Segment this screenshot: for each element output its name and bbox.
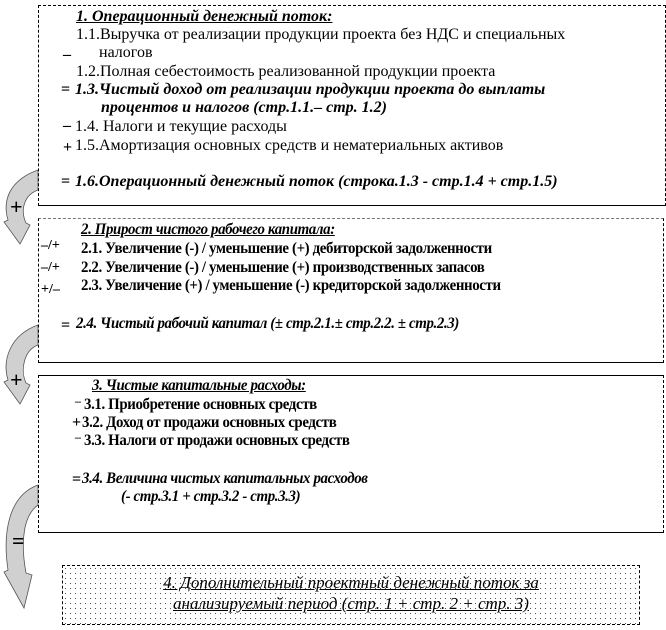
additional-cash-flow-box (62, 565, 640, 625)
working-capital-box (38, 218, 664, 363)
sign-equals: = (61, 81, 71, 98)
sign-minus-plus: –/+ (41, 260, 60, 275)
sign-equals: = (61, 317, 71, 334)
sign-plus: + (72, 414, 82, 431)
item-3-1: 3.1. Приобретение основных средств (84, 396, 317, 413)
sign-equals: = (61, 173, 71, 190)
curved-arrow-2 (4, 325, 38, 404)
sign-minus: – (63, 117, 71, 134)
section2-title: 2. Прирост чистого рабочего капитала: (81, 221, 335, 238)
capital-expenditures-box (38, 375, 664, 533)
item-2-2: 2.2. Увеличение (-) / уменьшение (+) производственных запасов (81, 259, 485, 276)
item-1-2: 1.2.Полная себестоимость реализованной продукции проекта (76, 63, 496, 80)
item-2-4: 2.4. Чистый рабочий капитал (± стр.2.1.± стр.2.2. ± стр.2.3) (76, 315, 459, 332)
sign-minus: – (75, 394, 81, 408)
sign-minus: – (63, 46, 71, 63)
item-3-4: 3.4. Величина чистых капитальных расходов (82, 470, 368, 487)
section4-line1: 4. Дополнительный проектный денежный поток за (163, 573, 539, 592)
section1-title: 1. Операционный денежный поток: (76, 8, 333, 25)
sign-minus-plus: –/+ (41, 238, 60, 253)
item-3-2: 3.2. Доход от продажи основных средств (82, 414, 337, 431)
connector-plus-1: + (10, 194, 23, 219)
item-1-3: 1.3.Чистый доход от реализации продукции проекта до выплаты (75, 81, 546, 98)
item-1-6: 1.6.Операционный денежный поток (строка.1.3 - стр.1.4 + стр.1.5) (75, 173, 558, 190)
section3-title: 3. Чистые капитальные расходы: (92, 377, 306, 394)
connector-plus-2: + (10, 367, 23, 392)
item-2-3: 2.3. Увеличение (+) / уменьшение (-) кредиторской задолженности (81, 277, 501, 294)
item-1-4: 1.4. Налоги и текущие расходы (75, 118, 287, 135)
item-1-5: 1.5.Амортизация основных средств и нематериальных активов (75, 137, 504, 154)
item-3-3: 3.3. Налоги от продажи основных средств (84, 432, 350, 449)
sign-plus: + (63, 139, 73, 156)
item-1-3-cont: процентов и налогов (стр.1.1.– стр. 1.2) (101, 99, 387, 116)
item-3-4-formula: (- стр.3.1 + стр.3.2 - стр.3.3) (121, 488, 301, 505)
operating-cash-flow-box (38, 5, 666, 206)
sign-plus-minus: +/– (41, 282, 60, 297)
item-2-1: 2.1. Увеличение (-) / уменьшение (+) дебиторской задолженности (81, 240, 492, 257)
sign-minus: – (75, 430, 81, 444)
connector-equals: = (12, 528, 25, 553)
sign-equals: = (72, 471, 82, 488)
item-1-1-cont: налогов (99, 44, 153, 61)
section4-line2: анализируемый период (стр. 1 + стр. 2 + стр. 3) (173, 594, 529, 613)
item-1-1: 1.1.Выручка от реализации продукции проекта без НДС и специальных (76, 26, 566, 43)
